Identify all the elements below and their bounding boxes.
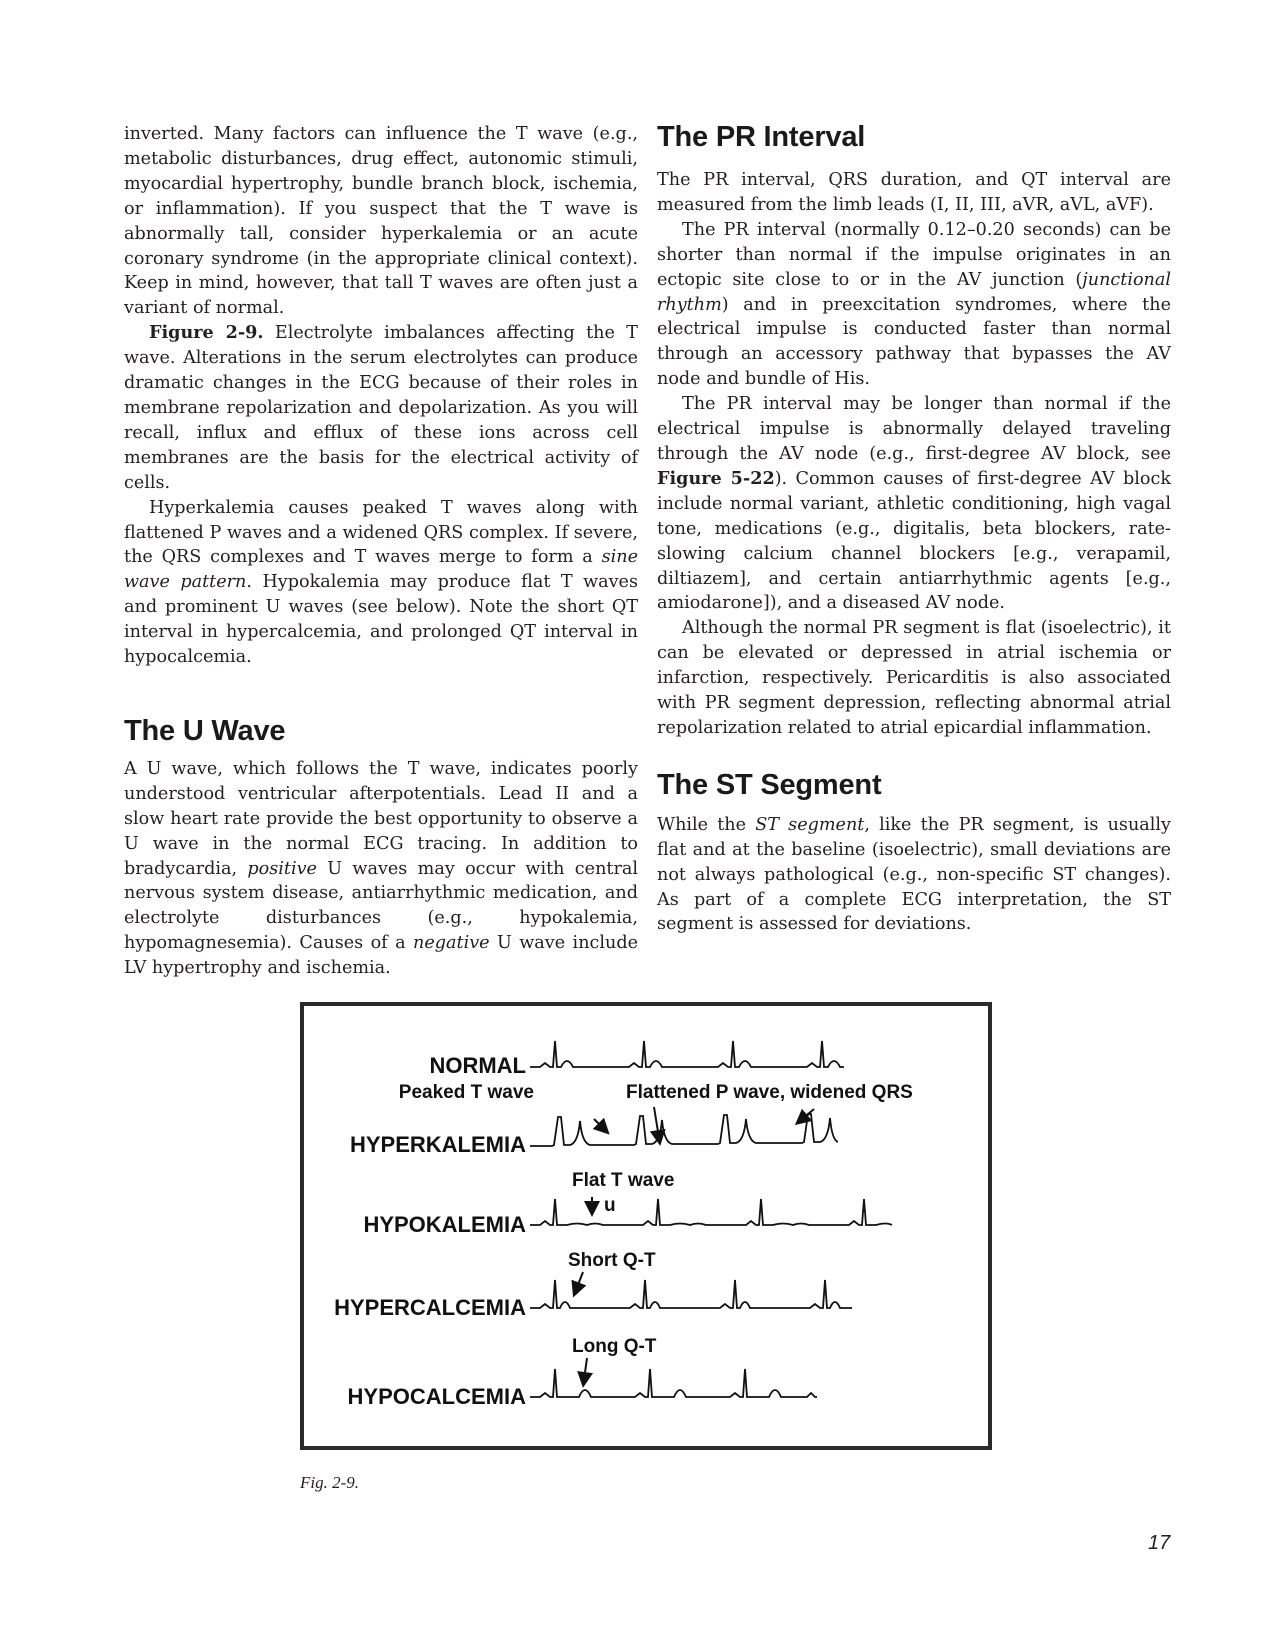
paragraph-pr-segment: Although the normal PR segment is flat (isoelectric), it can be elevated or depressed in atrial ischemia or infarction, respectively. Pericarditis is also associated with PR segment depression, reflecting abnormal atrial repolarization related to atrial epicardial inflammation.	[657, 618, 1171, 738]
arrow-icon	[594, 1119, 604, 1129]
trace-label-hypocalcemia: HYPOCALCEMIA	[347, 1384, 526, 1409]
figure-reference: Figure 5-22	[657, 467, 775, 489]
paragraph-st-segment: While the ST segment, like the PR segment, is usually flat and at the baseline (isoelectric), small deviations are not always pathological (e.g., non-specific ST changes). As part of a complete ECG interpretation, the ST segment is assessed for deviations.	[657, 814, 1171, 935]
paragraph-hyperkalemia: Hyperkalemia causes peaked T waves along with flattened P waves and a widened QRS complex. If severe, the QRS complexes and T waves merge to form a sine wave pattern. Hypokalemia may produce flat T waves and prominent U waves (see below). Note the short QT interval in hypercalcemia, and prolonged QT interval in hypocalcemia.	[124, 497, 639, 668]
right-column	[657, 122, 1171, 937]
trace-label-hypercalcemia: HYPERCALCEMIA	[334, 1295, 526, 1320]
ecg-trace-hypocalcemia	[530, 1369, 817, 1397]
arrow-icon	[584, 1358, 587, 1380]
ecg-trace-normal	[530, 1041, 844, 1067]
page-number: 17	[1148, 1532, 1171, 1554]
ecg-electrolyte-figure	[300, 1002, 992, 1450]
annotation-peaked-t-wave: Peaked T wave	[398, 1082, 534, 1103]
left-column	[124, 122, 638, 981]
arrow-icon	[576, 1272, 583, 1290]
arrow-icon	[654, 1107, 659, 1138]
paragraph-figure-2-9: Figure 2-9. Electrolyte imbalances affecting the T wave. Alterations in the serum electrolytes can produce dramatic changes in the ECG because of their roles in membrane repolarization and depolarization. As you will recall, influx and efflux of these ions across cell membranes are the basis for the electrical activity of cells.	[124, 322, 638, 493]
paragraph-u-wave: A U wave, which follows the T wave, indicates poorly understood ventricular afterpotentials. Lead II and a slow heart rate provide the best opportunity to observe a U wave in the normal ECG tracing. In addition to bradycardia, positive U waves may occur with central nervous system disease, antiarrhythmic medication, and electrolyte disturbances (e.g., hypokalemia, hypomagnesemia). Causes of a negative U wave include LV hypertrophy and ischemia.	[124, 758, 639, 979]
heading-st-segment: The ST Segment	[657, 768, 882, 801]
figure-reference: Figure 2-9.	[149, 322, 264, 344]
paragraph-t-wave-factors: inverted. Many factors can influence the T wave (e.g., metabolic disturbances, drug effect, autonomic stimuli, myocardial hypertrophy, bundle branch block, ischemia, or inflammation). If you suspect that the T wave is abnormally tall, consider hyperkalemia or an acute coronary syndrome (in the appropriate clinical context). Keep in mind, however, that tall T waves are often just a variant of normal.	[124, 124, 638, 319]
annotation-flattened-p-wave: Flattened P wave, widened QRS	[626, 1082, 913, 1103]
annotation-flat-t-wave: Flat T wave	[572, 1170, 675, 1191]
paragraph-pr-long: The PR interval may be longer than normal if the electrical impulse is abnormally delayed traveling through the AV node (e.g., first-degree AV block, see Figure 5-22). Common causes of first-degree AV block include normal variant, athletic conditioning, high vagal tone, medications (e.g., digitalis, beta blockers, rate-slowing calcium channel blockers [e.g., verapamil, diltiazem], and certain antiarrhythmic agents [e.g., amiodarone]), and a diseased AV node.	[657, 394, 1171, 614]
annotation-short-qt: Short Q-T	[568, 1250, 656, 1271]
paragraph-pr-short: The PR interval (normally 0.12–0.20 seconds) can be shorter than normal if the impulse originates in an ectopic site close to or in the AV junction (junctional rhythm) and in preexcitation syndromes, where the electrical impulse is conducted faster than normal through an accessory pathway that bypasses the AV node and bundle of His.	[657, 219, 1171, 390]
annotation-long-qt: Long Q-T	[572, 1336, 657, 1357]
heading-pr-interval: The PR Interval	[657, 121, 866, 153]
trace-label-hyperkalemia: HYPERKALEMIA	[349, 1132, 526, 1157]
heading-u-wave: The U Wave	[124, 714, 286, 747]
trace-label-hypokalemia: HYPOKALEMIA	[363, 1212, 526, 1237]
trace-label-normal: NORMAL	[429, 1053, 526, 1078]
annotation-u-wave: u	[604, 1195, 616, 1216]
ecg-trace-hyperkalemia	[530, 1114, 838, 1146]
ecg-traces-diagram	[304, 1006, 996, 1454]
figure-caption: Fig. 2-9.	[300, 1473, 360, 1492]
ecg-trace-hypokalemia	[530, 1199, 892, 1225]
paragraph-pr-measure: The PR interval, QRS duration, and QT interval are measured from the limb leads (I, II, III, aVR, aVL, aVF).	[657, 170, 1171, 215]
